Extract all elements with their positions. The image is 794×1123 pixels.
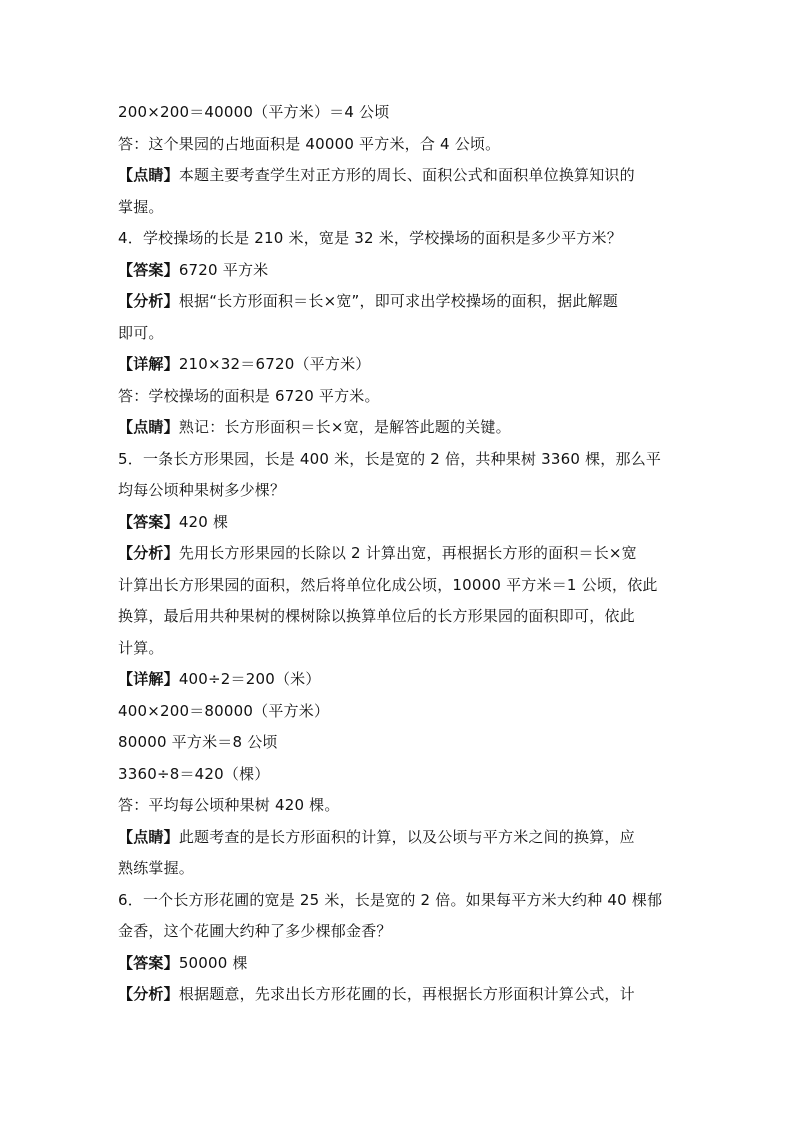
text-line [118,664,678,696]
line-text: 根据题意，先求出长方形花圃的长，再根据长方形面积计算公式，计 [178,985,635,1003]
question-line [118,223,678,255]
line-text: 根据“长方形面积＝长×宽”，即可求出学校操场的面积，据此解题 [178,292,618,310]
text-line [118,979,678,1011]
line-text: 换算，最后用共种果树的棵树除以换算单位后的长方形果园的面积即可，依此 [118,607,635,625]
section-tag: 【分析】 [118,985,179,1003]
text-line [118,286,678,318]
line-text: 先用长方形果园的长除以 2 计算出宽，再根据长方形的面积＝长×宽 [178,544,637,562]
section-tag: 【答案】 [118,953,179,972]
text-line [118,129,678,161]
section-tag: 【点睛】 [118,418,179,436]
text-line [118,790,678,822]
question-line [118,475,678,507]
line-text: 本题主要考查学生对正方形的周长、面积公式和面积单位换算知识的 [178,166,635,184]
text-line [118,633,678,665]
text-line [118,507,678,539]
line-text: 均每公顷种果树多少棵？ [118,481,286,499]
section-tag: 【点睛】 [118,827,179,846]
text-line [118,822,678,854]
line-text: 计算出长方形果园的面积，然后将单位化成公顷，10000 平方米＝1 公顷，依此 [118,575,658,594]
line-text: 200×200＝40000（平方米）＝4 公顷 [118,103,390,121]
line-text: 熟练掌握。 [118,859,195,877]
section-tag: 【详解】 [118,670,179,688]
text-line [118,759,678,791]
line-text: 4．学校操场的长是 210 米，宽是 32 米，学校操场的面积是多少平方米？ [118,229,622,247]
line-text: 答：平均每公顷种果树 420 棵。 [118,796,340,814]
text-line [118,948,678,980]
text-line [118,570,678,602]
section-tag: 【分析】 [118,544,179,562]
section-tag: 【详解】 [118,355,179,373]
text-line [118,318,678,350]
section-tag: 【答案】 [118,512,179,531]
section-tag: 【分析】 [118,292,179,310]
text-line [118,349,678,381]
line-text: 50000 棵 [178,953,248,972]
line-text: 熟记：长方形面积＝长×宽，是解答此题的关键。 [178,418,511,436]
text-line [118,853,678,885]
text-line [118,97,678,129]
line-text: 金香，这个花圃大约种了多少棵郁金香？ [118,922,392,940]
line-text: 6720 平方米 [178,260,269,279]
section-tag: 【答案】 [118,260,179,279]
text-line [118,255,678,287]
text-line [118,696,678,728]
line-text: 答：学校操场的面积是 6720 平方米。 [118,386,380,405]
document-body [118,97,678,1011]
line-text: 答：这个果园的占地面积是 40000 平方米，合 4 公顷。 [118,134,501,153]
question-line [118,885,678,917]
line-text: 3360÷8＝420（棵） [118,764,270,783]
line-text: 400×200＝80000（平方米） [118,701,330,720]
line-text: 即可。 [118,323,164,342]
text-line [118,412,678,444]
line-text: 计算。 [118,638,164,657]
text-line [118,381,678,413]
line-text: 6．一个长方形花圃的宽是 25 米，长是宽的 2 倍。如果每平方米大约种 40 棵郁 [118,890,663,909]
text-line [118,601,678,633]
line-text: 420 棵 [178,512,229,531]
line-text: 400÷2＝200（米） [178,670,321,688]
section-tag: 【点睛】 [118,166,179,184]
question-line [118,444,678,476]
line-text: 80000 平方米＝8 公顷 [118,733,278,751]
line-text: 5．一条长方形果园，长是 400 米，长是宽的 2 倍，共种果树 3360 棵，那么平 [118,449,662,468]
text-line [118,727,678,759]
line-text: 210×32＝6720（平方米） [178,355,371,373]
line-text: 此题考查的是长方形面积的计算，以及公顷与平方米之间的换算，应 [178,827,635,846]
text-line [118,192,678,224]
text-line [118,538,678,570]
question-line [118,916,678,948]
text-line [118,160,678,192]
line-text: 掌握。 [118,197,164,216]
